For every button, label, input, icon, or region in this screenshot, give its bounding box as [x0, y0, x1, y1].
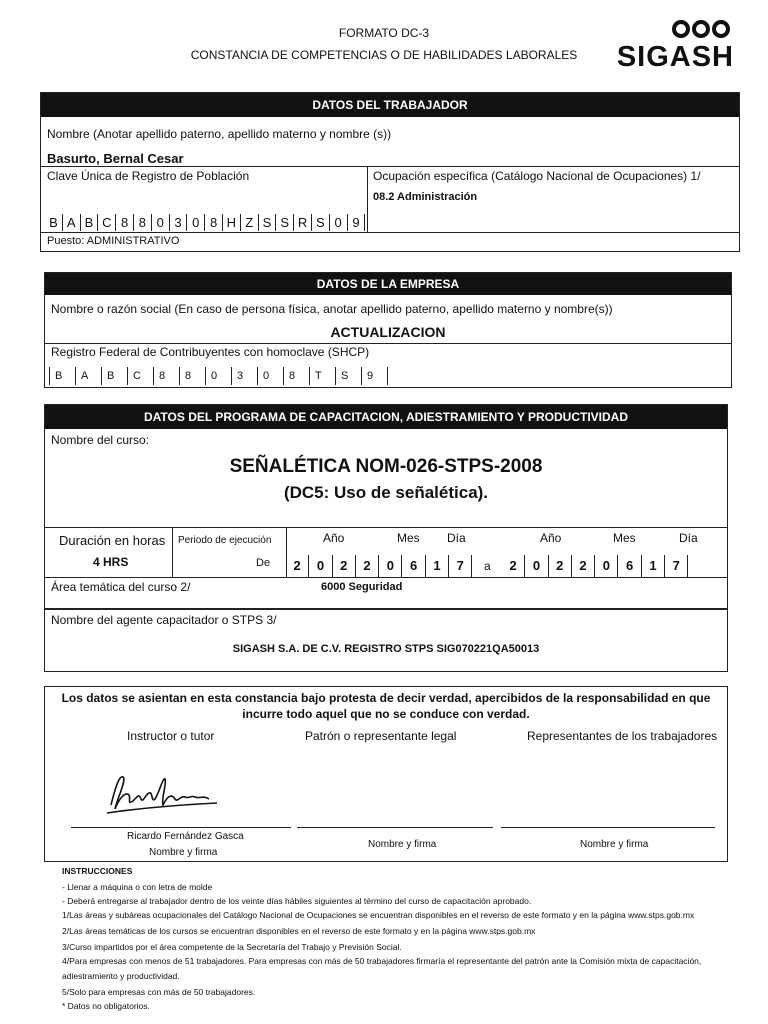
- instructor-sign-label: Nombre y firma: [149, 847, 218, 858]
- worker-name-value: Basurto, Bernal Cesar: [47, 151, 184, 166]
- char-cell: S: [335, 367, 361, 385]
- company-name-value: ACTUALIZACION: [330, 324, 446, 340]
- employer-label: Patrón o representante legal: [305, 729, 457, 743]
- char-cell: B: [45, 214, 63, 231]
- char-cell: A: [63, 214, 81, 231]
- char-cell: 8: [153, 367, 179, 385]
- instruction-item: 2/Las áreas temáticas de los cursos se encuentran disponibles en el reverso de este formato y en la página www.stps.gob.mx: [62, 926, 536, 936]
- char-cell: B: [49, 367, 75, 385]
- char-cell: S: [312, 214, 330, 231]
- occupation-value: 08.2 Administración: [373, 191, 478, 203]
- end-date-cells: [502, 555, 688, 577]
- end-month-label: Mes: [613, 531, 636, 545]
- char-cell: T: [309, 367, 335, 385]
- char-cell: 8: [283, 367, 309, 385]
- char-cell: 0: [257, 367, 283, 385]
- end-year-label: Año: [540, 531, 562, 545]
- document-title: CONSTANCIA DE COMPETENCIAS O DE HABILIDADES LABORALES: [190, 48, 578, 62]
- char-cell: B: [81, 214, 99, 231]
- format-title: FORMATO DC-3: [338, 26, 430, 40]
- char-cell: 1: [426, 555, 449, 577]
- company-section-title: DATOS DE LA EMPRESA: [45, 273, 731, 295]
- char-cell: B: [101, 367, 127, 385]
- char-cell: 7: [449, 555, 472, 577]
- start-month-label: Mes: [397, 531, 420, 545]
- agent-section: [44, 608, 728, 672]
- char-cell: 7: [665, 555, 688, 577]
- company-section: [44, 272, 732, 388]
- char-cell: 3: [170, 214, 188, 231]
- worker-name-label: Nombre (Anotar apellido paterno, apellido materno y nombre (s)): [47, 127, 392, 141]
- curp-cells: [45, 214, 365, 231]
- instructor-name: Ricardo Fernández Gasca: [127, 831, 244, 842]
- char-cell: 8: [179, 367, 205, 385]
- start-year-label: Año: [323, 531, 345, 545]
- instructor-signature: [105, 769, 225, 819]
- char-cell: 2: [356, 555, 379, 577]
- company-name-label: Nombre o razón social (En caso de persona física, anotar apellido paterno, apellido materno y nombre(s)): [51, 302, 613, 316]
- rfc-cells: [49, 367, 388, 385]
- worker-section: [40, 92, 740, 252]
- instructor-label: Instructor o tutor: [127, 729, 215, 743]
- char-cell: 0: [309, 555, 332, 577]
- char-cell: S: [259, 214, 277, 231]
- rfc-label: Registro Federal de Contribuyentes con homoclave (SHCP): [51, 345, 370, 359]
- char-cell: 2: [502, 555, 525, 577]
- occupation-label: Ocupación específica (Catálogo Nacional de Ocupaciones) 1/: [373, 169, 701, 183]
- char-cell: Z: [241, 214, 259, 231]
- to-label: a: [484, 559, 491, 573]
- course-label: Nombre del curso:: [51, 433, 150, 447]
- char-cell: 6: [402, 555, 425, 577]
- char-cell: 2: [286, 555, 309, 577]
- worker-section-title: DATOS DEL TRABAJADOR: [41, 93, 739, 117]
- char-cell: R: [294, 214, 312, 231]
- char-cell: 0: [187, 214, 205, 231]
- char-cell: 0: [595, 555, 618, 577]
- agent-value: SIGASH S.A. DE C.V. REGISTRO STPS SIG070221QA50013: [232, 643, 540, 655]
- char-cell: 2: [333, 555, 356, 577]
- signatures-section: [44, 686, 728, 862]
- agent-label: Nombre del agente capacitador o STPS 3/: [51, 613, 277, 627]
- char-cell: H: [223, 214, 241, 231]
- instruction-item: - Deberá entregarse al trabajador dentro de los veinte días hábiles siguientes al término del curso de capacitación aprobado.: [62, 896, 532, 906]
- char-cell: S: [276, 214, 294, 231]
- char-cell: 9: [348, 214, 366, 231]
- duration-value: 4 HRS: [93, 555, 129, 569]
- start-date-cells: [286, 555, 472, 577]
- instruction-item: adiestramiento y productividad.: [62, 971, 180, 981]
- char-cell: 1: [642, 555, 665, 577]
- end-day-label: Día: [679, 531, 698, 545]
- char-cell: 6: [618, 555, 641, 577]
- char-cell: 0: [205, 367, 231, 385]
- logo-circles-icon: [606, 20, 734, 38]
- program-section: [44, 404, 728, 610]
- instruction-item: - Llenar a máquina o con letra de molde: [62, 882, 213, 892]
- program-section-title: DATOS DEL PROGRAMA DE CAPACITACION, ADIESTRAMIENTO Y PRODUCTIVIDAD: [45, 405, 727, 429]
- char-cell: 3: [231, 367, 257, 385]
- employer-sign-label: Nombre y firma: [368, 839, 437, 850]
- char-cell: 2: [572, 555, 595, 577]
- char-cell: 0: [330, 214, 348, 231]
- char-cell: C: [98, 214, 116, 231]
- instructions-title: INSTRUCCIONES: [62, 866, 133, 876]
- char-cell: 0: [152, 214, 170, 231]
- from-label: De: [256, 557, 271, 569]
- char-cell: A: [75, 367, 101, 385]
- instruction-item: 3/Curso impartidos por el área competente de la Secretaría del Trabajo y Previsión Social.: [62, 942, 402, 952]
- period-label: Periodo de ejecución: [178, 535, 272, 546]
- instruction-item: * Datos no obligatorios.: [62, 1001, 150, 1011]
- char-cell: 8: [134, 214, 152, 231]
- course-title: SEÑALÉTICA NOM-026-STPS-2008: [229, 456, 543, 477]
- start-day-label: Día: [447, 531, 466, 545]
- worker-position: Puesto: ADMINISTRATIVO: [47, 235, 180, 247]
- statement-line-1: Los datos se asientan en esta constancia bajo protesta de decir verdad, apercibidos de la responsabilidad en que: [61, 691, 711, 705]
- statement-line-2: incurre todo aquel que no se conduce con verdad.: [242, 707, 530, 721]
- char-cell: 2: [549, 555, 572, 577]
- area-label: Área temática del curso 2/: [51, 580, 191, 594]
- course-subtitle: (DC5: Uso de señalética).: [283, 483, 489, 502]
- instructions-section: [62, 866, 752, 1015]
- char-cell: 0: [525, 555, 548, 577]
- char-cell: 9: [361, 367, 387, 385]
- char-cell: 0: [379, 555, 402, 577]
- sigash-logo: [606, 20, 734, 72]
- instruction-item: 1/Las áreas y subáreas ocupacionales del Catálogo Nacional de Ocupaciones se encuentran disponibles en el reverso de este formato y en la página www.stps.gob.mx: [62, 910, 695, 920]
- workers-rep-label: Representantes de los trabajadores: [527, 729, 718, 743]
- char-cell: 8: [205, 214, 223, 231]
- char-cell: C: [127, 367, 153, 385]
- duration-label: Duración en horas: [59, 533, 166, 548]
- area-value: 6000 Seguridad: [321, 581, 403, 593]
- instruction-item: 5/Solo para empresas con más de 50 trabajadores.: [62, 987, 256, 997]
- logo-text: SIGASH: [616, 41, 734, 73]
- workers-sign-label: Nombre y firma: [580, 839, 649, 850]
- instruction-item: 4/Para empresas con menos de 51 trabajadores. Para empresas con más de 50 trabajadores firmaría el representante del patrón ante la Comisión mixta de capacitación,: [62, 956, 702, 966]
- char-cell: 8: [116, 214, 134, 231]
- curp-label: Clave Única de Registro de Población: [47, 169, 250, 183]
